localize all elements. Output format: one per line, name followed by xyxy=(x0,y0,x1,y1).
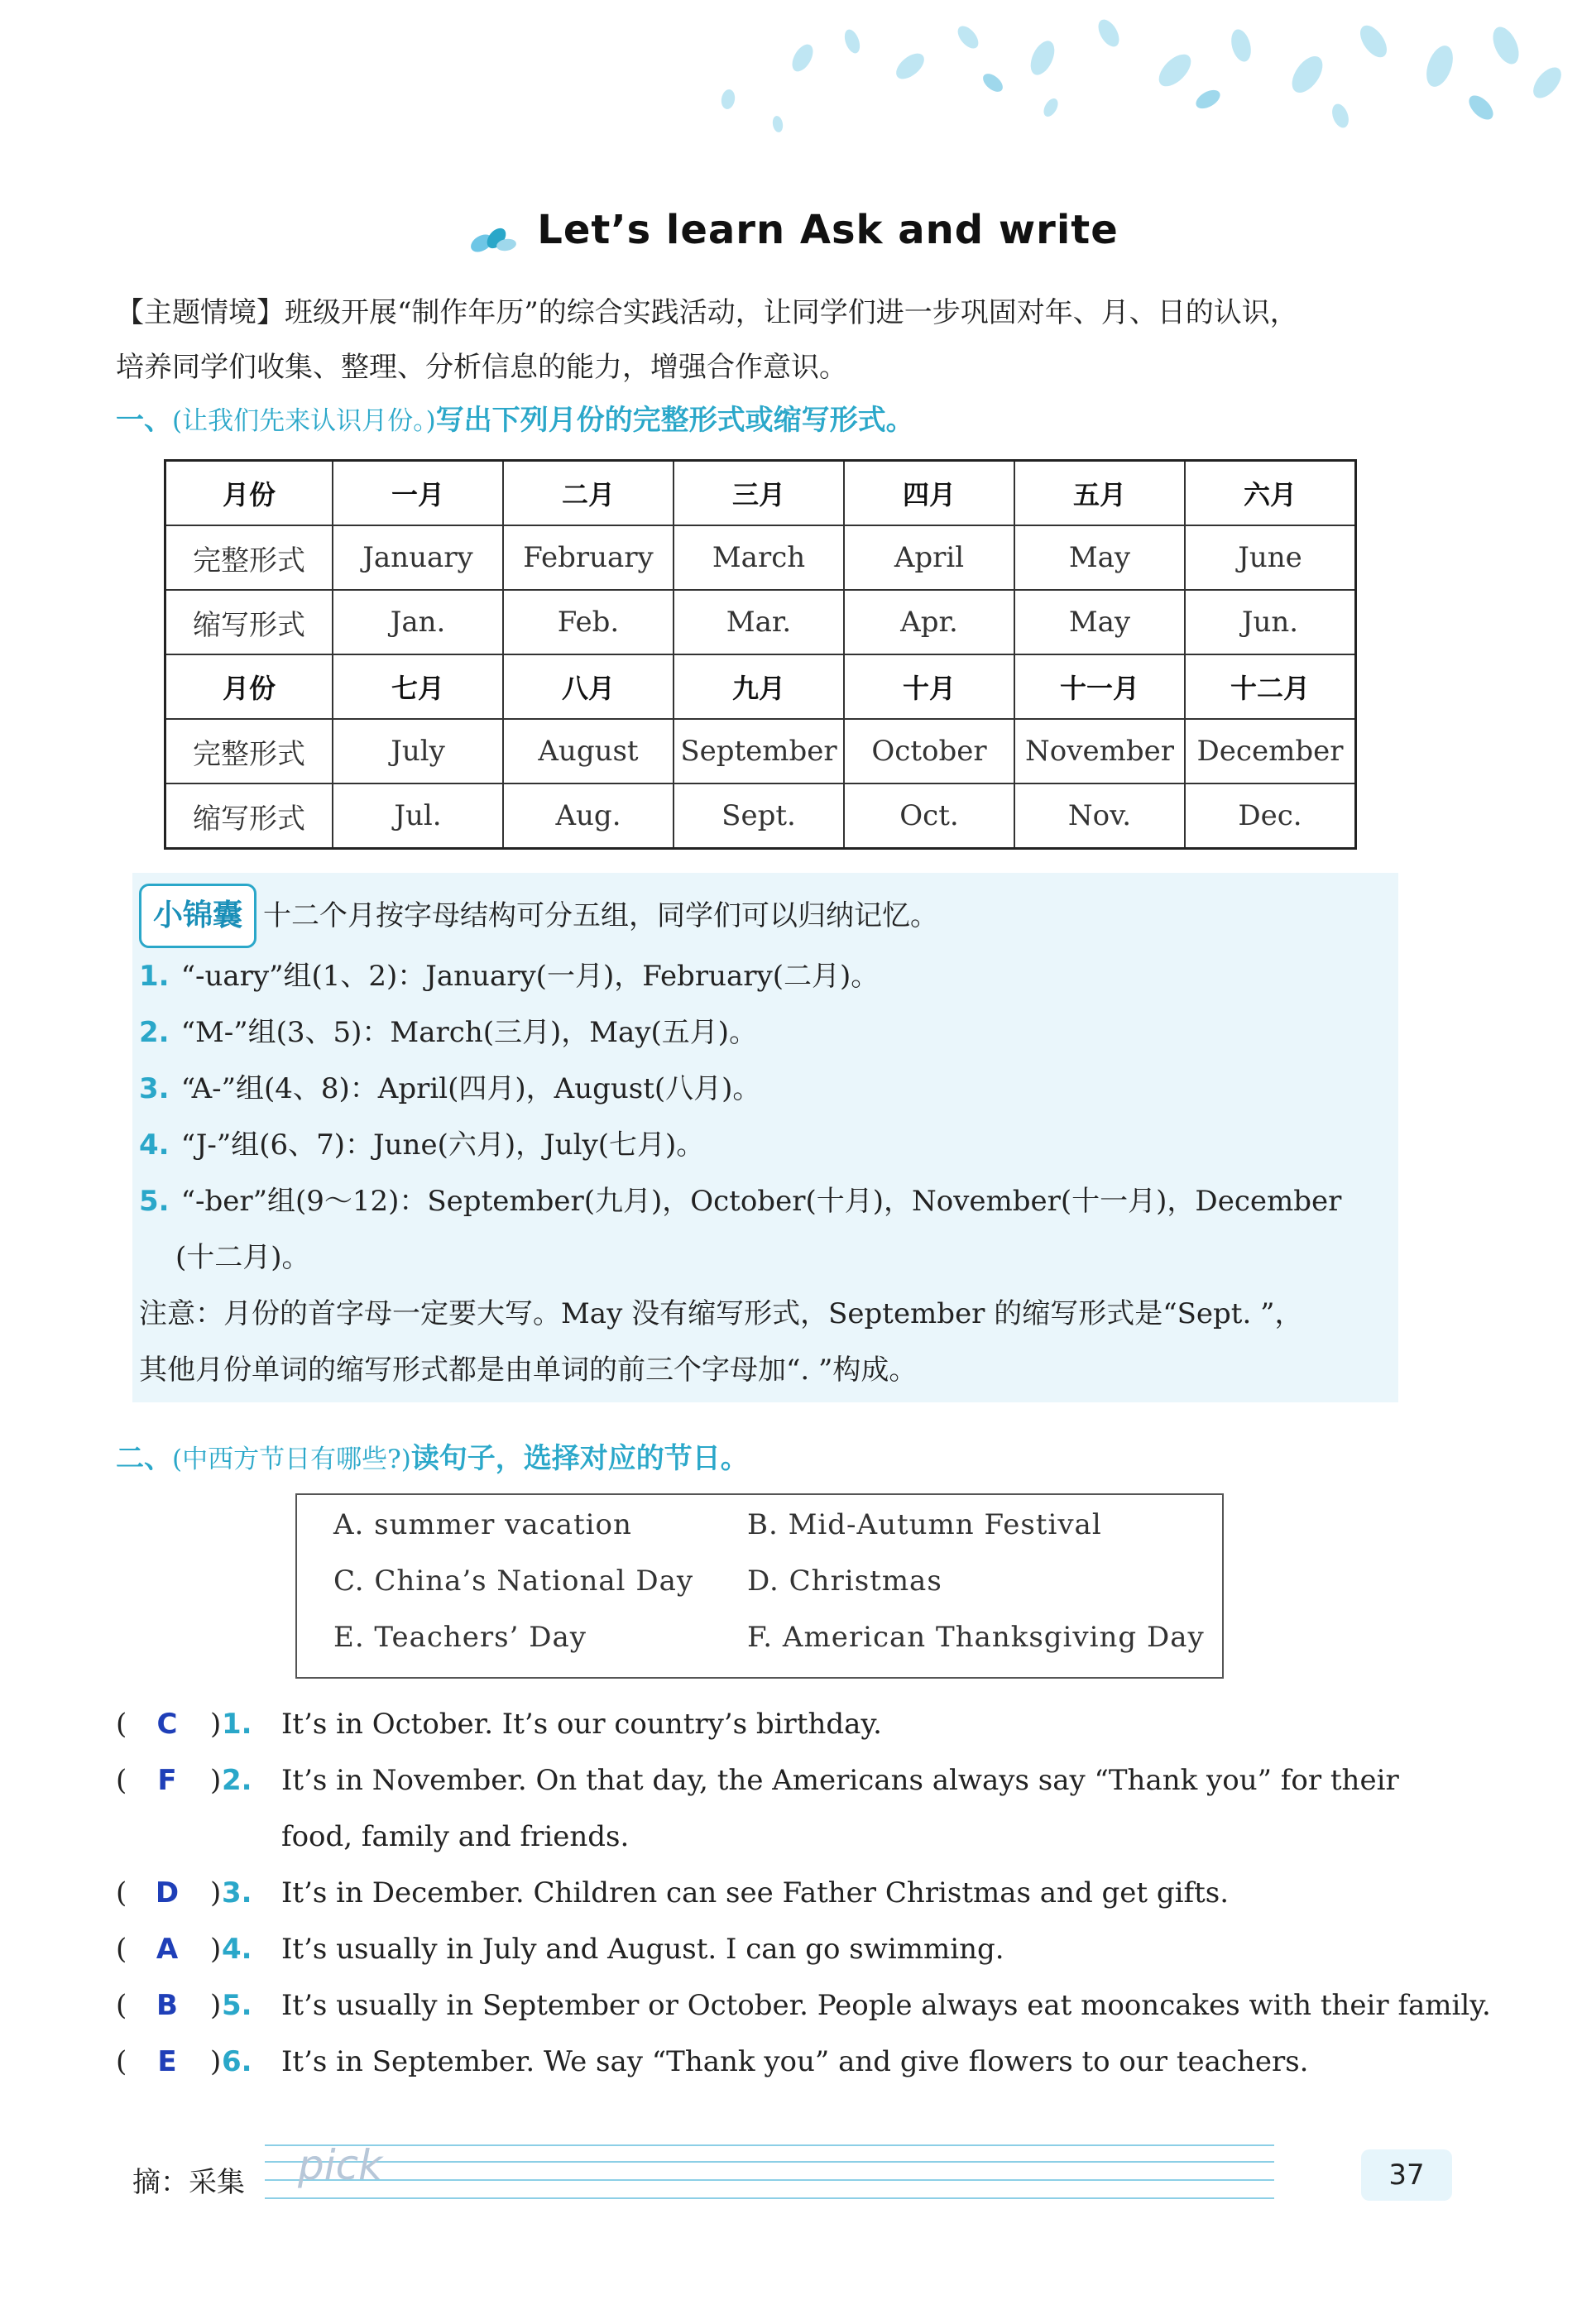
bracket-open: ( xyxy=(116,2045,127,2078)
section-1-hint: (让我们先来认识月份。) xyxy=(172,406,436,436)
month-cell: Nov. xyxy=(1014,783,1185,849)
question-item xyxy=(116,1752,1506,1809)
intro-line-1: 【主题情境】班级开展“制作年历”的综合实践活动，让同学们进一步巩固对年、月、日的认识， xyxy=(116,296,1298,329)
section-2-hint: (中西方节日有哪些?) xyxy=(172,1445,411,1474)
question-number: 5. xyxy=(222,1989,252,2022)
tip-item-5-continued: (十二月)。 xyxy=(175,1241,310,1274)
answer-letter: E xyxy=(157,2045,177,2078)
row-label: 缩写形式 xyxy=(165,783,333,849)
section-1-title: 写出下列月份的完整形式或缩写形式。 xyxy=(435,404,914,437)
bracket-open: ( xyxy=(116,1989,127,2022)
answer-letter: B xyxy=(156,1989,178,2022)
tip-item-number: 2. xyxy=(139,1016,170,1049)
question-number: 2. xyxy=(222,1764,252,1797)
month-cell: Mar. xyxy=(674,590,844,654)
section-2-heading xyxy=(116,1435,749,1476)
month-header-cell: 九月 xyxy=(674,654,844,719)
row-label: 完整形式 xyxy=(165,719,333,783)
month-header-cell: 四月 xyxy=(844,461,1014,526)
leaf-icon xyxy=(463,220,521,260)
bracket-close: ) xyxy=(210,2045,222,2078)
tip-item-4 xyxy=(139,1117,1405,1173)
table-row xyxy=(165,525,1356,590)
tip-item-text: “M-”组(3、5)：March(三月)，May(五月)。 xyxy=(180,1016,758,1049)
bracket-open: ( xyxy=(116,1764,127,1797)
tip-intro: 十二个月按字母结构可分五组，同学们可以归纳记忆。 xyxy=(263,899,939,932)
month-cell: May xyxy=(1014,590,1185,654)
month-cell: October xyxy=(844,719,1014,783)
month-cell: Aug. xyxy=(503,783,674,849)
answer-letter: F xyxy=(157,1764,177,1797)
tip-item-text: “A-”组(4、8)：April(四月)，August(八月)。 xyxy=(180,1072,761,1105)
tip-badge: 小锦囊 xyxy=(139,884,256,948)
month-cell: November xyxy=(1014,719,1185,783)
month-cell: May xyxy=(1014,525,1185,590)
tip-intro-line xyxy=(139,884,1405,948)
question-text: It’s usually in July and August. I can go swimming. xyxy=(281,1933,1004,1966)
question-item xyxy=(116,1696,1506,1752)
question-number: 3. xyxy=(222,1876,252,1910)
bracket-close: ) xyxy=(210,1933,222,1966)
tip-item-text: “-ber”组(9～12)：September(九月)，October(十月)，November(十一月)，December xyxy=(180,1185,1342,1218)
answer-letter: D xyxy=(155,1876,180,1910)
month-cell: December xyxy=(1185,719,1356,783)
option-f: F. American Thanksgiving Day xyxy=(747,1621,1205,1654)
table-row xyxy=(165,783,1356,849)
option-d: D. Christmas xyxy=(747,1565,942,1598)
bracket-open: ( xyxy=(116,1876,127,1910)
tip-item-number: 1. xyxy=(139,960,170,993)
bracket-close: ) xyxy=(210,1708,222,1741)
month-header-cell: 八月 xyxy=(503,654,674,719)
month-cell: Dec. xyxy=(1185,783,1356,849)
question-number: 4. xyxy=(222,1933,252,1966)
tip-item-number: 4. xyxy=(139,1128,170,1162)
writing-lines xyxy=(265,2139,1282,2205)
bracket-close: ) xyxy=(210,1989,222,2022)
month-cell: April xyxy=(844,525,1014,590)
question-item xyxy=(116,1921,1506,1977)
option-b: B. Mid-Autumn Festival xyxy=(747,1508,1102,1541)
theme-context xyxy=(116,285,1473,395)
bracket-close: ) xyxy=(210,1876,222,1910)
question-text: It’s in November. On that day, the Americans always say “Thank you” for their xyxy=(281,1764,1399,1797)
table-row xyxy=(165,590,1356,654)
month-cell: Jun. xyxy=(1185,590,1356,654)
month-header-cell: 二月 xyxy=(503,461,674,526)
month-header-cell: 七月 xyxy=(333,654,503,719)
bracket-open: ( xyxy=(116,1933,127,1966)
row-label: 月份 xyxy=(165,461,333,526)
month-cell: February xyxy=(503,525,674,590)
month-header-cell: 三月 xyxy=(674,461,844,526)
decorative-leaves-image xyxy=(695,8,1572,149)
month-cell: September xyxy=(674,719,844,783)
vocab-label: 摘：采集 xyxy=(132,2166,245,2199)
months-table xyxy=(164,459,1357,850)
bracket-open: ( xyxy=(116,1708,127,1741)
tip-item-3 xyxy=(139,1061,1405,1117)
month-cell: January xyxy=(333,525,503,590)
question-text: It’s in December. Children can see Father Christmas and get gifts. xyxy=(281,1876,1230,1910)
question-number: 6. xyxy=(222,2045,252,2078)
row-label: 完整形式 xyxy=(165,525,333,590)
question-text: It’s in October. It’s our country’s birthday. xyxy=(281,1708,882,1741)
month-header-cell: 十一月 xyxy=(1014,654,1185,719)
bracket-close: ) xyxy=(210,1764,222,1797)
intro-line-2: 培养同学们收集、整理、分析信息的能力，增强合作意识。 xyxy=(116,351,847,384)
month-cell: Oct. xyxy=(844,783,1014,849)
question-item xyxy=(116,1865,1506,1921)
month-header-cell: 十二月 xyxy=(1185,654,1356,719)
options-box xyxy=(295,1493,1224,1679)
tip-note-line-1: 注意：月份的首字母一定要大写。May 没有缩写形式，September 的缩写形式是“Sept. ”， xyxy=(139,1297,1303,1330)
tip-box xyxy=(139,884,1405,1398)
page-number: 37 xyxy=(1361,2149,1452,2201)
month-cell: March xyxy=(674,525,844,590)
section-1-number: 一、 xyxy=(116,404,172,437)
tip-item-1 xyxy=(139,948,1405,1004)
month-cell: July xyxy=(333,719,503,783)
section-2-number: 二、 xyxy=(116,1442,172,1475)
month-cell: June xyxy=(1185,525,1356,590)
tip-item-number: 5. xyxy=(139,1185,170,1218)
row-label: 缩写形式 xyxy=(165,590,333,654)
answer-letter: C xyxy=(156,1708,178,1741)
section-2-title: 读句子，选择对应的节日。 xyxy=(410,1442,749,1475)
month-header-cell: 一月 xyxy=(333,461,503,526)
page-title-row xyxy=(0,207,1582,260)
table-row xyxy=(165,719,1356,783)
tip-item-2 xyxy=(139,1004,1405,1061)
answer-letter: A xyxy=(156,1933,179,1966)
tip-item-text: “-uary”组(1、2)：January(一月)，February(二月)。 xyxy=(180,960,880,993)
month-header-cell: 六月 xyxy=(1185,461,1356,526)
tip-item-text: “J-”组(6、7)：June(六月)，July(七月)。 xyxy=(180,1128,705,1162)
row-label: 月份 xyxy=(165,654,333,719)
option-c: C. China’s National Day xyxy=(333,1565,694,1598)
month-header-cell: 十月 xyxy=(844,654,1014,719)
month-header-cell: 五月 xyxy=(1014,461,1185,526)
table-row xyxy=(165,654,1356,719)
tip-note-line-2: 其他月份单词的缩写形式都是由单词的前三个字母加“. ”构成。 xyxy=(139,1354,918,1387)
month-cell: Jan. xyxy=(333,590,503,654)
question-text: It’s in September. We say “Thank you” and give flowers to our teachers. xyxy=(281,2045,1309,2078)
question-text-continued: food, family and friends. xyxy=(281,1820,630,1853)
question-item xyxy=(116,2034,1506,2090)
vocab-word: pick xyxy=(298,2141,383,2189)
tip-item-number: 3. xyxy=(139,1072,170,1105)
question-list xyxy=(116,1696,1506,2090)
option-e: E. Teachers’ Day xyxy=(333,1621,587,1654)
tip-item-5 xyxy=(139,1173,1405,1229)
table-row xyxy=(165,461,1356,526)
section-1-heading xyxy=(116,397,914,438)
page-title: Let’s learn Ask and write xyxy=(537,207,1119,253)
month-cell: Sept. xyxy=(674,783,844,849)
month-cell: Apr. xyxy=(844,590,1014,654)
month-cell: August xyxy=(503,719,674,783)
question-text: It’s usually in September or October. People always eat mooncakes with their family. xyxy=(281,1989,1491,2022)
question-number: 1. xyxy=(222,1708,252,1741)
question-item xyxy=(116,1977,1506,2034)
month-cell: Feb. xyxy=(503,590,674,654)
month-cell: Jul. xyxy=(333,783,503,849)
option-a: A. summer vacation xyxy=(333,1508,632,1541)
